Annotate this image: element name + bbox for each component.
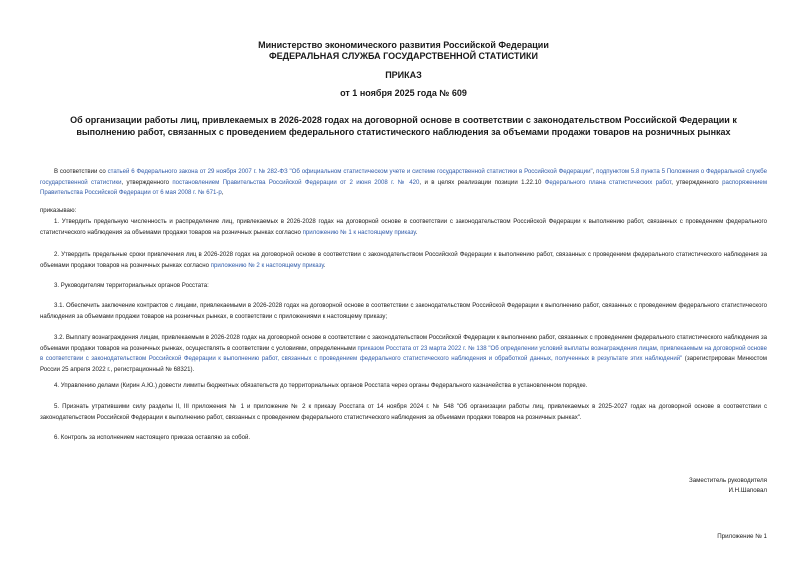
- order-subject: Об организации работы лиц, привлекаемых в 2026-2028 годах на договорной основе в соответствии с законодательством Российской Федерации к выполнению работ, связанных с проведением федерального статистического наблюдения за объемами продажи товаров на розничных рынках: [70, 115, 737, 137]
- item-3-2-paragraph: [40, 333, 767, 375]
- item-5-paragraph: 5. Признать утратившими силу разделы II, III приложения № 1 и приложение № 2 к приказу Росстата от 14 ноября 2024 г. № 548 "Об организации работы лиц, привлекаемых в 2025-2027 годах на договорной основе в соответствии с законодательством Российской Федерации к выполнению работ, связанных с проведением федерального статистического наблюдения за объемами продажи товаров на розничных рынках".: [40, 403, 767, 421]
- law-link[interactable]: статьей 6 Федерального закона от 29 ноября 2007 г. № 282-ФЗ "Об официальном статистическом учете и системе государственной статистики в Российской Федерации": [107, 168, 593, 175]
- appendix-1-link[interactable]: приложению № 1 к настоящему приказу: [302, 228, 416, 236]
- item-3-2-text: 3.2. Выплату вознаграждения лицам, привлекаемым в 2026-2028 годах на договорной основе в соответствии с законодательством Российской Федерации к выполнению работ, связанных с проведением федерального статистического наблюдения за объемами продажи товаров на розничных рынках, осуществлять в соответствии с условиями, определенными: [40, 334, 767, 352]
- signature-block: [689, 476, 767, 496]
- item-2-paragraph: [40, 250, 767, 271]
- government-decree-link[interactable]: постановлением Правительства Российской Федерации от 2 июня 2008 г. № 420: [172, 178, 420, 186]
- statistical-plan-link[interactable]: Федерального плана статистических работ: [544, 178, 672, 186]
- item-1-text: .: [415, 228, 418, 236]
- item-2-text: 2. Утвердить предельные сроки привлечения лиц в 2026-2028 годах на договорной основе в соответствии с законодательством Российской Федерации к выполнению работ, связанных с проведением федерального статистического наблюдения за объемами продажи товаров на розничных рынках согласно: [40, 251, 767, 269]
- signatory-name: И.Н.Шаповал: [728, 487, 767, 494]
- order-date-number: от 1 ноября 2025 года № 609: [340, 88, 467, 98]
- regulation-link[interactable]: подпунктом 5.8 пункта 5 Положения о Федеральной службе государственной статистики: [40, 168, 767, 186]
- preamble-text: , утвержденного: [121, 178, 173, 186]
- item-3-1-paragraph: 3.1. Обеспечить заключение контрактов с лицами, привлекаемыми в 2026-2028 годах на договорной основе в соответствии с законодательством Российской Федерации к выполнению работ, связанных с проведением федерального статистического наблюдения за объемами продажи товаров на розничных рынках, в соответствии с приложениями к настоящему приказу;: [40, 302, 767, 320]
- item-4-paragraph: 4. Управлению делами (Кирин А.Ю.) довести лимиты бюджетных обязательств до территориальных органов Росстата через органы Федерального казначейства в установленном порядке.: [54, 382, 588, 389]
- preamble-text: ,: [221, 189, 224, 196]
- item-2-text: .: [323, 261, 326, 269]
- preamble-text: В соответствии со: [54, 168, 108, 175]
- item-6-paragraph: 6. Контроль за исполнением настоящего приказа оставляю за собой.: [54, 434, 251, 441]
- item-1-text: 1. Утвердить предельную численность и распределение лиц, привлекаемых в 2026-2028 годах на договорной основе в соответствии с законодательством Российской Федерации к выполнению работ, связанных с проведением федерального статистического наблюдения за объемами продажи товаров на розничных рынках согласно: [40, 218, 767, 236]
- doc-type: ПРИКАЗ: [385, 70, 422, 80]
- item-3-2-text: (зарегистрирован Минюстом России 25 апреля 2022 г., регистрационный № 68321).: [40, 355, 767, 373]
- preamble-text: , утвержденного: [671, 178, 723, 186]
- preamble-text: ,: [592, 168, 597, 175]
- preamble-text: , и в целях реализации позиции 1.22.10: [419, 178, 545, 186]
- item-3-paragraph: 3. Руководителям территориальных органов Росстата:: [54, 282, 209, 289]
- service-name: ФЕДЕРАЛЬНАЯ СЛУЖБА ГОСУДАРСТВЕННОЙ СТАТИСТИКИ: [269, 51, 538, 61]
- appendix-label: Приложение № 1: [717, 533, 767, 540]
- government-order-link[interactable]: распоряжением Правительства Российской Федерации от 6 мая 2008 г. № 671-р: [40, 178, 768, 196]
- order-word: приказываю:: [40, 207, 77, 214]
- item-1-paragraph: [40, 217, 767, 238]
- signatory-position: Заместитель руководителя: [688, 477, 767, 484]
- preamble-paragraph: [40, 167, 767, 199]
- appendix-2-link[interactable]: приложению № 2 к настоящему приказу: [210, 261, 324, 269]
- ministry-name: Министерство экономического развития Российской Федерации: [258, 40, 549, 50]
- rosstat-order-link[interactable]: приказом Росстата от 23 марта 2022 г. № 138 "Об определении условий выплаты вознаграждения лицам, привлекаемым на договорной основе в соответствии с законодательством Российской Федерации к выполнению работ, связанных с проведением федерального статистического наблюдения и обработкой данных, полученных в результате этих наблюдений": [40, 344, 767, 362]
